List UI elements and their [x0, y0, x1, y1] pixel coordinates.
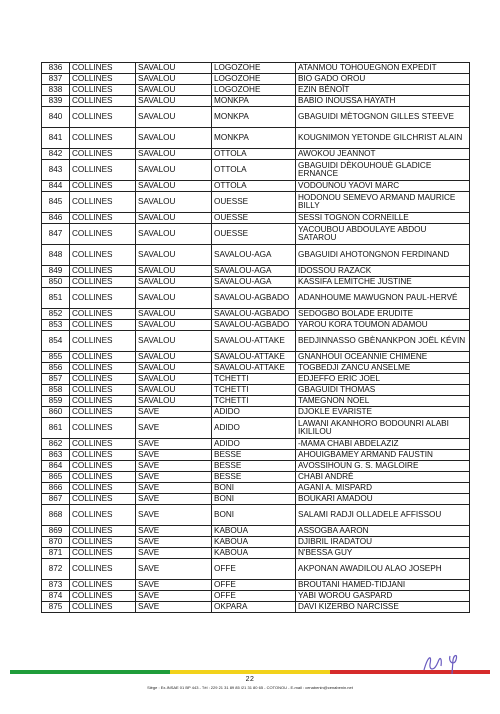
name-cell: DAVI KIZERBO NARCISSE [296, 602, 470, 613]
table-row [42, 181, 470, 192]
arrondissement-cell: BESSE [212, 450, 296, 461]
departement-cell: COLLINES [70, 526, 136, 537]
arrondissement-cell: KABOUA [212, 526, 296, 537]
row-number-cell: 860 [42, 407, 70, 418]
departement-cell: COLLINES [70, 396, 136, 407]
row-number-cell: 857 [42, 374, 70, 385]
name-cell: GBAGUIDI DÈKOUHOUÈ GLADICE ERNANCE [296, 160, 470, 181]
table-row [42, 309, 470, 320]
flag-stripe [10, 670, 490, 674]
departement-cell: COLLINES [70, 483, 136, 494]
arrondissement-cell: MONKPA [212, 128, 296, 149]
name-cell: AKPONAN AWADILOU ALAO JOSEPH [296, 559, 470, 580]
commune-cell: SAVE [136, 472, 212, 483]
departement-cell: COLLINES [70, 461, 136, 472]
table-row [42, 385, 470, 396]
table-row [42, 352, 470, 363]
handwritten-signature-icon [420, 650, 468, 676]
departement-cell: COLLINES [70, 591, 136, 602]
arrondissement-cell: SAVALOU-AGBADO [212, 320, 296, 331]
commune-cell: SAVALOU [136, 266, 212, 277]
departement-cell: COLLINES [70, 559, 136, 580]
table-row [42, 483, 470, 494]
commune-cell: SAVALOU [136, 160, 212, 181]
name-cell: YAROU KORA TOUMON ADAMOU [296, 320, 470, 331]
arrondissement-cell: SAVALOU-AGA [212, 245, 296, 266]
row-number-cell: 848 [42, 245, 70, 266]
row-number-cell: 846 [42, 213, 70, 224]
departement-cell: COLLINES [70, 580, 136, 591]
departement-cell: COLLINES [70, 439, 136, 450]
departement-cell: COLLINES [70, 85, 136, 96]
table-row [42, 407, 470, 418]
table-row [42, 363, 470, 374]
row-number-cell: 863 [42, 450, 70, 461]
row-number-cell: 875 [42, 602, 70, 613]
arrondissement-cell: OFFE [212, 580, 296, 591]
name-cell: HODONOU SEMEVO ARMAND MAURICE BILLY [296, 192, 470, 213]
departement-cell: COLLINES [70, 192, 136, 213]
table-row [42, 580, 470, 591]
table-row [42, 505, 470, 526]
arrondissement-cell: OTTOLA [212, 181, 296, 192]
commune-cell: SAVALOU [136, 396, 212, 407]
arrondissement-cell: OFFE [212, 559, 296, 580]
departement-cell: COLLINES [70, 96, 136, 107]
name-cell: DJOKLE EVARISTE [296, 407, 470, 418]
row-number-cell: 843 [42, 160, 70, 181]
commune-cell: SAVALOU [136, 85, 212, 96]
row-number-cell: 837 [42, 74, 70, 85]
table-row [42, 245, 470, 266]
name-cell: BOUKARI AMADOU [296, 494, 470, 505]
commune-cell: SAVALOU [136, 245, 212, 266]
departement-cell: COLLINES [70, 160, 136, 181]
row-number-cell: 852 [42, 309, 70, 320]
name-cell: EDJEFFO ERIC JOEL [296, 374, 470, 385]
row-number-cell: 847 [42, 224, 70, 245]
name-cell: KOUGNIMON YETONDE GILCHRIST ALAIN [296, 128, 470, 149]
arrondissement-cell: ADIDO [212, 407, 296, 418]
departement-cell: COLLINES [70, 63, 136, 74]
commune-cell: SAVE [136, 461, 212, 472]
table-row [42, 63, 470, 74]
commune-cell: SAVALOU [136, 107, 212, 128]
name-cell: SESSI TOGNON CORNEILLE [296, 213, 470, 224]
name-cell: GBAGUIDI MÈTOGNON GILLES STEEVE [296, 107, 470, 128]
flag-green-band [10, 670, 170, 674]
row-number-cell: 856 [42, 363, 70, 374]
arrondissement-cell: OFFE [212, 591, 296, 602]
name-cell: LAWANI AKANHORO BODOUNRI ALABI IKILILOU [296, 418, 470, 439]
table-row [42, 450, 470, 461]
row-number-cell: 845 [42, 192, 70, 213]
name-cell: YACOUBOU ABDOULAYE ABDOU SATAROU [296, 224, 470, 245]
departement-cell: COLLINES [70, 331, 136, 352]
row-number-cell: 868 [42, 505, 70, 526]
registry-table [41, 62, 470, 613]
name-cell: BIO GADO OROU [296, 74, 470, 85]
departement-cell: COLLINES [70, 385, 136, 396]
table-row [42, 224, 470, 245]
row-number-cell: 842 [42, 149, 70, 160]
row-number-cell: 849 [42, 266, 70, 277]
arrondissement-cell: SAVALOU-AGA [212, 266, 296, 277]
table-row [42, 591, 470, 602]
commune-cell: SAVALOU [136, 309, 212, 320]
commune-cell: SAVALOU [136, 277, 212, 288]
row-number-cell: 855 [42, 352, 70, 363]
table-row [42, 526, 470, 537]
departement-cell: COLLINES [70, 181, 136, 192]
table-row [42, 472, 470, 483]
name-cell: -MAMA CHABI ABDELAZIZ [296, 439, 470, 450]
commune-cell: SAVALOU [136, 74, 212, 85]
table-row [42, 160, 470, 181]
name-cell: AGANI A. MISPARD [296, 483, 470, 494]
table-row [42, 96, 470, 107]
arrondissement-cell: OKPARA [212, 602, 296, 613]
name-cell: TAMEGNON NOEL [296, 396, 470, 407]
departement-cell: COLLINES [70, 107, 136, 128]
commune-cell: SAVE [136, 591, 212, 602]
arrondissement-cell: KABOUA [212, 548, 296, 559]
arrondissement-cell: MONKPA [212, 96, 296, 107]
arrondissement-cell: SAVALOU-AGA [212, 277, 296, 288]
departement-cell: COLLINES [70, 245, 136, 266]
table-row [42, 494, 470, 505]
table-row [42, 192, 470, 213]
commune-cell: SAVALOU [136, 288, 212, 309]
table-row [42, 548, 470, 559]
name-cell: BROUTANI HAMED-TIDJANI [296, 580, 470, 591]
departement-cell: COLLINES [70, 266, 136, 277]
arrondissement-cell: SAVALOU-AGBADO [212, 288, 296, 309]
name-cell: GBAGUIDI AHOTONGNON FERDINAND [296, 245, 470, 266]
name-cell: BEDJINNASSO GBÈNANKPON JOËL KÉVIN [296, 331, 470, 352]
commune-cell: SAVALOU [136, 320, 212, 331]
commune-cell: SAVE [136, 407, 212, 418]
name-cell: CHABI ANDRÉ [296, 472, 470, 483]
table-row [42, 149, 470, 160]
arrondissement-cell: OTTOLA [212, 160, 296, 181]
arrondissement-cell: BONI [212, 494, 296, 505]
row-number-cell: 869 [42, 526, 70, 537]
name-cell: IDOSSOU RAZACK [296, 266, 470, 277]
departement-cell: COLLINES [70, 548, 136, 559]
commune-cell: SAVE [136, 602, 212, 613]
table-row [42, 559, 470, 580]
departement-cell: COLLINES [70, 149, 136, 160]
commune-cell: SAVE [136, 418, 212, 439]
name-cell: VODOUNOU YAOVI MARC [296, 181, 470, 192]
name-cell: EZIN BÉNOÎT [296, 85, 470, 96]
commune-cell: SAVALOU [136, 331, 212, 352]
row-number-cell: 839 [42, 96, 70, 107]
name-cell: N'BESSA GUY [296, 548, 470, 559]
row-number-cell: 836 [42, 63, 70, 74]
arrondissement-cell: OUESSE [212, 213, 296, 224]
name-cell: ASSOGBA AARON [296, 526, 470, 537]
row-number-cell: 859 [42, 396, 70, 407]
departement-cell: COLLINES [70, 309, 136, 320]
row-number-cell: 861 [42, 418, 70, 439]
arrondissement-cell: BONI [212, 483, 296, 494]
arrondissement-cell: ADIDO [212, 418, 296, 439]
name-cell: BABIO INOUSSA HAYATH [296, 96, 470, 107]
commune-cell: SAVALOU [136, 385, 212, 396]
commune-cell: SAVALOU [136, 224, 212, 245]
commune-cell: SAVALOU [136, 63, 212, 74]
commune-cell: SAVE [136, 580, 212, 591]
row-number-cell: 874 [42, 591, 70, 602]
arrondissement-cell: SAVALOU-ATTAKE [212, 331, 296, 352]
departement-cell: COLLINES [70, 213, 136, 224]
departement-cell: COLLINES [70, 472, 136, 483]
row-number-cell: 844 [42, 181, 70, 192]
departement-cell: COLLINES [70, 224, 136, 245]
departement-cell: COLLINES [70, 320, 136, 331]
row-number-cell: 873 [42, 580, 70, 591]
commune-cell: SAVALOU [136, 374, 212, 385]
arrondissement-cell: OUESSE [212, 224, 296, 245]
commune-cell: SAVALOU [136, 213, 212, 224]
commune-cell: SAVALOU [136, 149, 212, 160]
registry-table-body [42, 63, 470, 613]
table-row [42, 107, 470, 128]
flag-yellow-band [170, 670, 330, 674]
table-row [42, 331, 470, 352]
commune-cell: SAVE [136, 450, 212, 461]
commune-cell: SAVE [136, 526, 212, 537]
arrondissement-cell: SAVALOU-ATTAKE [212, 363, 296, 374]
table-row [42, 288, 470, 309]
row-number-cell: 838 [42, 85, 70, 96]
name-cell: ATANMOU TOHOUEGNON EXPEDIT [296, 63, 470, 74]
departement-cell: COLLINES [70, 128, 136, 149]
name-cell: DJIBRIL IRADATOU [296, 537, 470, 548]
table-row [42, 277, 470, 288]
name-cell: KASSIFA LEMITCHE JUSTINE [296, 277, 470, 288]
arrondissement-cell: LOGOZOHE [212, 63, 296, 74]
table-row [42, 128, 470, 149]
departement-cell: COLLINES [70, 418, 136, 439]
row-number-cell: 870 [42, 537, 70, 548]
row-number-cell: 840 [42, 107, 70, 128]
arrondissement-cell: OUESSE [212, 192, 296, 213]
row-number-cell: 851 [42, 288, 70, 309]
table-row [42, 320, 470, 331]
arrondissement-cell: KABOUA [212, 537, 296, 548]
commune-cell: SAVALOU [136, 352, 212, 363]
departement-cell: COLLINES [70, 450, 136, 461]
departement-cell: COLLINES [70, 494, 136, 505]
commune-cell: SAVALOU [136, 181, 212, 192]
arrondissement-cell: BESSE [212, 461, 296, 472]
row-number-cell: 853 [42, 320, 70, 331]
arrondissement-cell: LOGOZOHE [212, 74, 296, 85]
row-number-cell: 865 [42, 472, 70, 483]
arrondissement-cell: MONKPA [212, 107, 296, 128]
arrondissement-cell: LOGOZOHE [212, 85, 296, 96]
arrondissement-cell: OTTOLA [212, 149, 296, 160]
name-cell: AWOKOU JEANNOT [296, 149, 470, 160]
arrondissement-cell: SAVALOU-AGBADO [212, 309, 296, 320]
table-row [42, 266, 470, 277]
row-number-cell: 867 [42, 494, 70, 505]
name-cell: YABI WOROU GASPARD [296, 591, 470, 602]
row-number-cell: 862 [42, 439, 70, 450]
table-row [42, 439, 470, 450]
row-number-cell: 841 [42, 128, 70, 149]
commune-cell: SAVALOU [136, 192, 212, 213]
name-cell: SEDOGBO BOLADE ERUDITE [296, 309, 470, 320]
table-row [42, 537, 470, 548]
arrondissement-cell: ADIDO [212, 439, 296, 450]
commune-cell: SAVALOU [136, 128, 212, 149]
name-cell: GNANHOUI OCEANNIE CHIMENE [296, 352, 470, 363]
row-number-cell: 871 [42, 548, 70, 559]
name-cell: GBAGUIDI THOMAS [296, 385, 470, 396]
row-number-cell: 872 [42, 559, 70, 580]
table-row [42, 461, 470, 472]
row-number-cell: 854 [42, 331, 70, 352]
arrondissement-cell: BONI [212, 505, 296, 526]
arrondissement-cell: SAVALOU-ATTAKE [212, 352, 296, 363]
departement-cell: COLLINES [70, 363, 136, 374]
name-cell: AHOUIGBAMEY ARMAND FAUSTIN [296, 450, 470, 461]
departement-cell: COLLINES [70, 602, 136, 613]
commune-cell: SAVE [136, 494, 212, 505]
departement-cell: COLLINES [70, 407, 136, 418]
commune-cell: SAVE [136, 537, 212, 548]
row-number-cell: 864 [42, 461, 70, 472]
commune-cell: SAVE [136, 548, 212, 559]
departement-cell: COLLINES [70, 277, 136, 288]
row-number-cell: 858 [42, 385, 70, 396]
departement-cell: COLLINES [70, 288, 136, 309]
arrondissement-cell: TCHETTI [212, 396, 296, 407]
departement-cell: COLLINES [70, 374, 136, 385]
departement-cell: COLLINES [70, 537, 136, 548]
table-row [42, 74, 470, 85]
name-cell: ADANHOUME MAWUGNON PAUL-HERVÉ [296, 288, 470, 309]
table-row [42, 374, 470, 385]
commune-cell: SAVE [136, 483, 212, 494]
commune-cell: SAVE [136, 505, 212, 526]
name-cell: AVOSSIHOUN G. S. MAGLOIRE [296, 461, 470, 472]
arrondissement-cell: TCHETTI [212, 385, 296, 396]
departement-cell: COLLINES [70, 74, 136, 85]
table-row [42, 396, 470, 407]
name-cell: SALAMI RADJI OLLADELE AFFISSOU [296, 505, 470, 526]
arrondissement-cell: TCHETTI [212, 374, 296, 385]
row-number-cell: 850 [42, 277, 70, 288]
table-row [42, 602, 470, 613]
commune-cell: SAVE [136, 559, 212, 580]
departement-cell: COLLINES [70, 352, 136, 363]
table-row [42, 85, 470, 96]
table-row [42, 418, 470, 439]
commune-cell: SAVALOU [136, 363, 212, 374]
row-number-cell: 866 [42, 483, 70, 494]
name-cell: TOGBEDJI ZANCU ANSELME [296, 363, 470, 374]
arrondissement-cell: BESSE [212, 472, 296, 483]
page-number: 22 [245, 676, 255, 683]
commune-cell: SAVE [136, 439, 212, 450]
footer-address: Siège : Ex-INSAE 01 BP 443 - Tél : 229 21 31 89 85 /21 31 80 65 - COTONOU - E-mail : cenabenin@cenabenin.net [147, 685, 353, 690]
departement-cell: COLLINES [70, 505, 136, 526]
table-row [42, 213, 470, 224]
commune-cell: SAVALOU [136, 96, 212, 107]
